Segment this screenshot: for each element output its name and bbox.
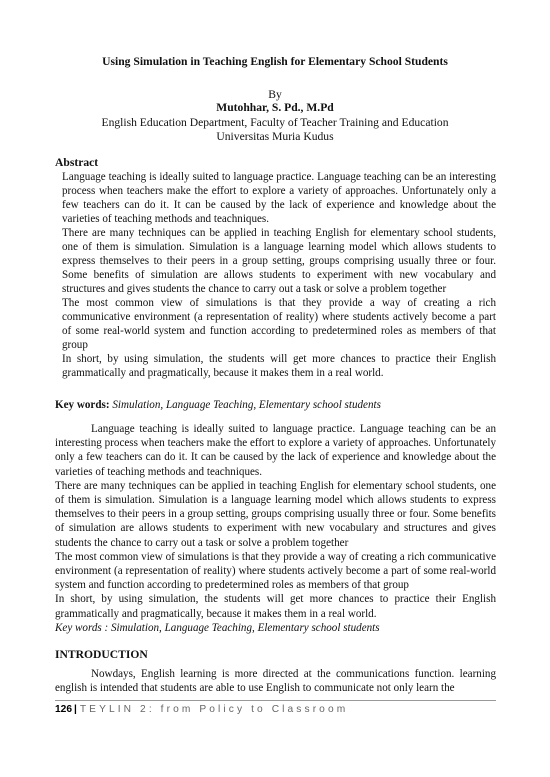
keywords-text: Simulation, Language Teaching, Elementary school students <box>112 399 381 411</box>
abstract-paragraph: Language teaching is ideally suited to language practice. Language teaching can be an interesting process when teachers make the effort to explore a variety of approaches. Unfortunately only a few teachers can do it. It can be caused by the lack of experience and knowledge about the varieties of teaching methods and teachniques. <box>62 171 496 225</box>
footer-separator: | <box>74 704 77 715</box>
introduction-paragraph: Nowdays, English learning is more directed at the communications function. learning english is intended that students are able to use English to communicate not only learn the <box>55 668 496 695</box>
body-paragraph: There are many techniques can be applied in teaching English for elementary school students, one of them is simulation. Simulation is a language learning model which allows students to express themselves to their peers in a group setting, groups comprising usually three or four. Some benefits of simulation are allows students to experiment with new vocabulary and structures and gives students the chance to carry out a task or solve a problem together <box>55 479 496 549</box>
running-title: TEYLIN 2: from Policy to Classroom <box>79 704 349 715</box>
abstract-paragraph: There are many techniques can be applied in teaching English for elementary school students, one of them is simulation. Simulation is a language learning model which allows students to express themselves to their peers in a group setting, groups comprising usually three or four. Some benefits of simulation are allows students to experiment with new vocabulary and structures and gives students the chance to carry out a task or solve a problem together <box>62 227 496 295</box>
by-line: By <box>268 88 282 101</box>
body-keywords-line: Key words : Simulation, Language Teaching, Elementary school students <box>55 621 380 634</box>
page-number: 126 <box>55 704 72 715</box>
abstract-block <box>62 170 496 380</box>
keywords-label: Key words: <box>55 399 110 411</box>
author-name: Mutohhar, S. Pd., M.Pd <box>216 101 334 114</box>
paper-title: Using Simulation in Teaching English for Elementary School Students <box>102 55 448 68</box>
abstract-paragraph: The most common view of simulations is that they provide a way of creating a rich communicative environment (a representation of reality) where students actively become a part of some real-world system and function according to predetermined roles as members of that group <box>62 297 496 351</box>
abstract-paragraph: In short, by using simulation, the students will get more chances to practice their English grammatically and pragmatically, because it makes them in a real world. <box>62 353 496 379</box>
keywords-line <box>55 398 495 412</box>
page-footer <box>55 704 348 716</box>
body-text <box>55 422 496 635</box>
introduction-heading: INTRODUCTION <box>55 648 148 661</box>
abstract-heading: Abstract <box>55 156 99 169</box>
body-paragraph: In short, by using simulation, the students will get more chances to practice their English grammatically and pragmatically, because it makes them in a real world. <box>55 593 496 620</box>
body-paragraph: Language teaching is ideally suited to language practice. Language teaching can be an interesting process when teachers make the effort to explore a variety of approaches. Unfortunately only a few teachers can do it. It can be caused by the lack of experience and knowledge about the varieties of teaching methods and teachniques. <box>55 423 496 478</box>
introduction-text <box>55 667 496 695</box>
body-paragraph: The most common view of simulations is that they provide a way of creating a rich communicative environment (a representation of reality) where students actively become a part of some real-world system and function according to predetermined roles as members of that group <box>55 550 496 592</box>
footer-rule <box>55 700 496 701</box>
author-university: Universitas Muria Kudus <box>216 130 334 143</box>
author-affiliation: English Education Department, Faculty of Teacher Training and Education <box>101 116 449 129</box>
